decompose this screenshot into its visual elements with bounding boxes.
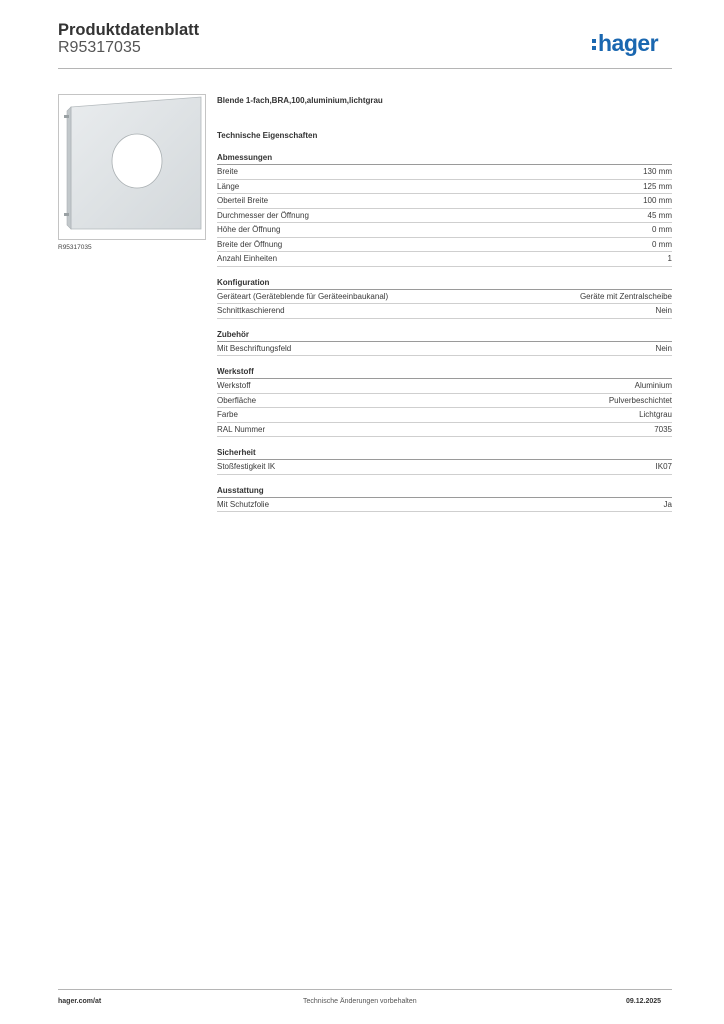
- product-cover-plate-image: [59, 95, 205, 239]
- product-image: [58, 94, 206, 240]
- table-row: [217, 379, 672, 394]
- table-row: [217, 194, 672, 209]
- row-value: Aluminium: [634, 381, 672, 390]
- section-safety: [217, 448, 672, 475]
- row-label: RAL Nummer: [217, 424, 266, 434]
- row-value: Nein: [655, 306, 672, 315]
- hager-logo: [592, 30, 658, 56]
- row-label: Farbe: [217, 410, 238, 419]
- section-title: Zubehör: [217, 330, 672, 342]
- row-value: Geräte mit Zentralscheibe: [579, 291, 672, 301]
- footer-divider: [58, 989, 672, 990]
- row-label: Höhe der Öffnung: [217, 225, 281, 234]
- row-label: Länge: [217, 181, 240, 191]
- section-title: Abmessungen: [217, 153, 672, 165]
- table-row: [217, 408, 672, 423]
- row-value: IK07: [655, 462, 672, 471]
- row-label: Geräteart (Geräteblende für Geräteeinbaukanal): [217, 291, 389, 301]
- table-row: [217, 423, 672, 438]
- row-label: Oberfläche: [217, 395, 257, 405]
- section-title: Sicherheit: [217, 448, 672, 460]
- technical-properties-heading: Technische Eigenschaften: [217, 131, 318, 140]
- page-title: Produktdatenblatt: [58, 21, 200, 39]
- row-value: 130 mm: [643, 167, 672, 176]
- row-value: 45 mm: [647, 210, 672, 220]
- section-title: Ausstattung: [217, 486, 672, 498]
- table-row: [217, 498, 672, 513]
- section-title: Konfiguration: [217, 278, 672, 290]
- product-details: [217, 96, 672, 512]
- table-row: [217, 252, 672, 267]
- footer-date: 09.12.2025: [626, 998, 662, 1005]
- row-label: Anzahl Einheiten: [217, 254, 278, 263]
- row-value: Nein: [655, 343, 672, 353]
- row-label: Oberteil Breite: [217, 196, 269, 205]
- table-row: [217, 165, 672, 180]
- row-value: 1: [667, 254, 672, 263]
- table-row: [217, 180, 672, 195]
- row-label: Werkstoff: [217, 381, 251, 390]
- row-label: Mit Beschriftungsfeld: [217, 343, 292, 353]
- row-value: Ja: [663, 499, 672, 509]
- row-value: Lichtgrau: [639, 410, 672, 419]
- row-label: Breite der Öffnung: [217, 239, 283, 249]
- row-value: 7035: [654, 424, 672, 434]
- product-name: Blende 1-fach,BRA,100,aluminium,lichtgrau: [217, 96, 383, 105]
- logo-dots-icon: [592, 39, 596, 50]
- footer-notice: Technische Änderungen vorbehalten: [303, 998, 417, 1005]
- row-value: 0 mm: [652, 225, 672, 234]
- product-code: R95317035: [58, 39, 141, 56]
- section-accessories: [217, 330, 672, 357]
- section-dimensions: [217, 153, 672, 267]
- row-value: Pulverbeschichtet: [608, 395, 672, 405]
- row-label: Durchmesser der Öffnung: [217, 210, 309, 220]
- table-row: [217, 209, 672, 224]
- table-row: [217, 238, 672, 253]
- image-caption: R95317035: [58, 244, 92, 251]
- section-equipment: [217, 486, 672, 513]
- table-row: [217, 342, 672, 357]
- footer-website-link[interactable]: hager.com/at: [58, 998, 102, 1005]
- row-value: 125 mm: [643, 181, 672, 191]
- row-label: Breite: [217, 167, 238, 176]
- section-title: Werkstoff: [217, 367, 672, 379]
- row-label: Stoßfestigkeit IK: [217, 462, 276, 471]
- row-value: 0 mm: [652, 239, 672, 249]
- row-value: 100 mm: [643, 196, 672, 205]
- section-material: [217, 367, 672, 437]
- table-row: [217, 290, 672, 305]
- table-row: [217, 304, 672, 319]
- row-label: Mit Schutzfolie: [217, 499, 270, 509]
- header-divider: [58, 68, 672, 69]
- table-row: [217, 394, 672, 409]
- row-label: Schnittkaschierend: [217, 306, 285, 315]
- section-configuration: [217, 278, 672, 319]
- table-row: [217, 223, 672, 238]
- logo-wordmark: hager: [598, 30, 659, 56]
- table-row: [217, 460, 672, 475]
